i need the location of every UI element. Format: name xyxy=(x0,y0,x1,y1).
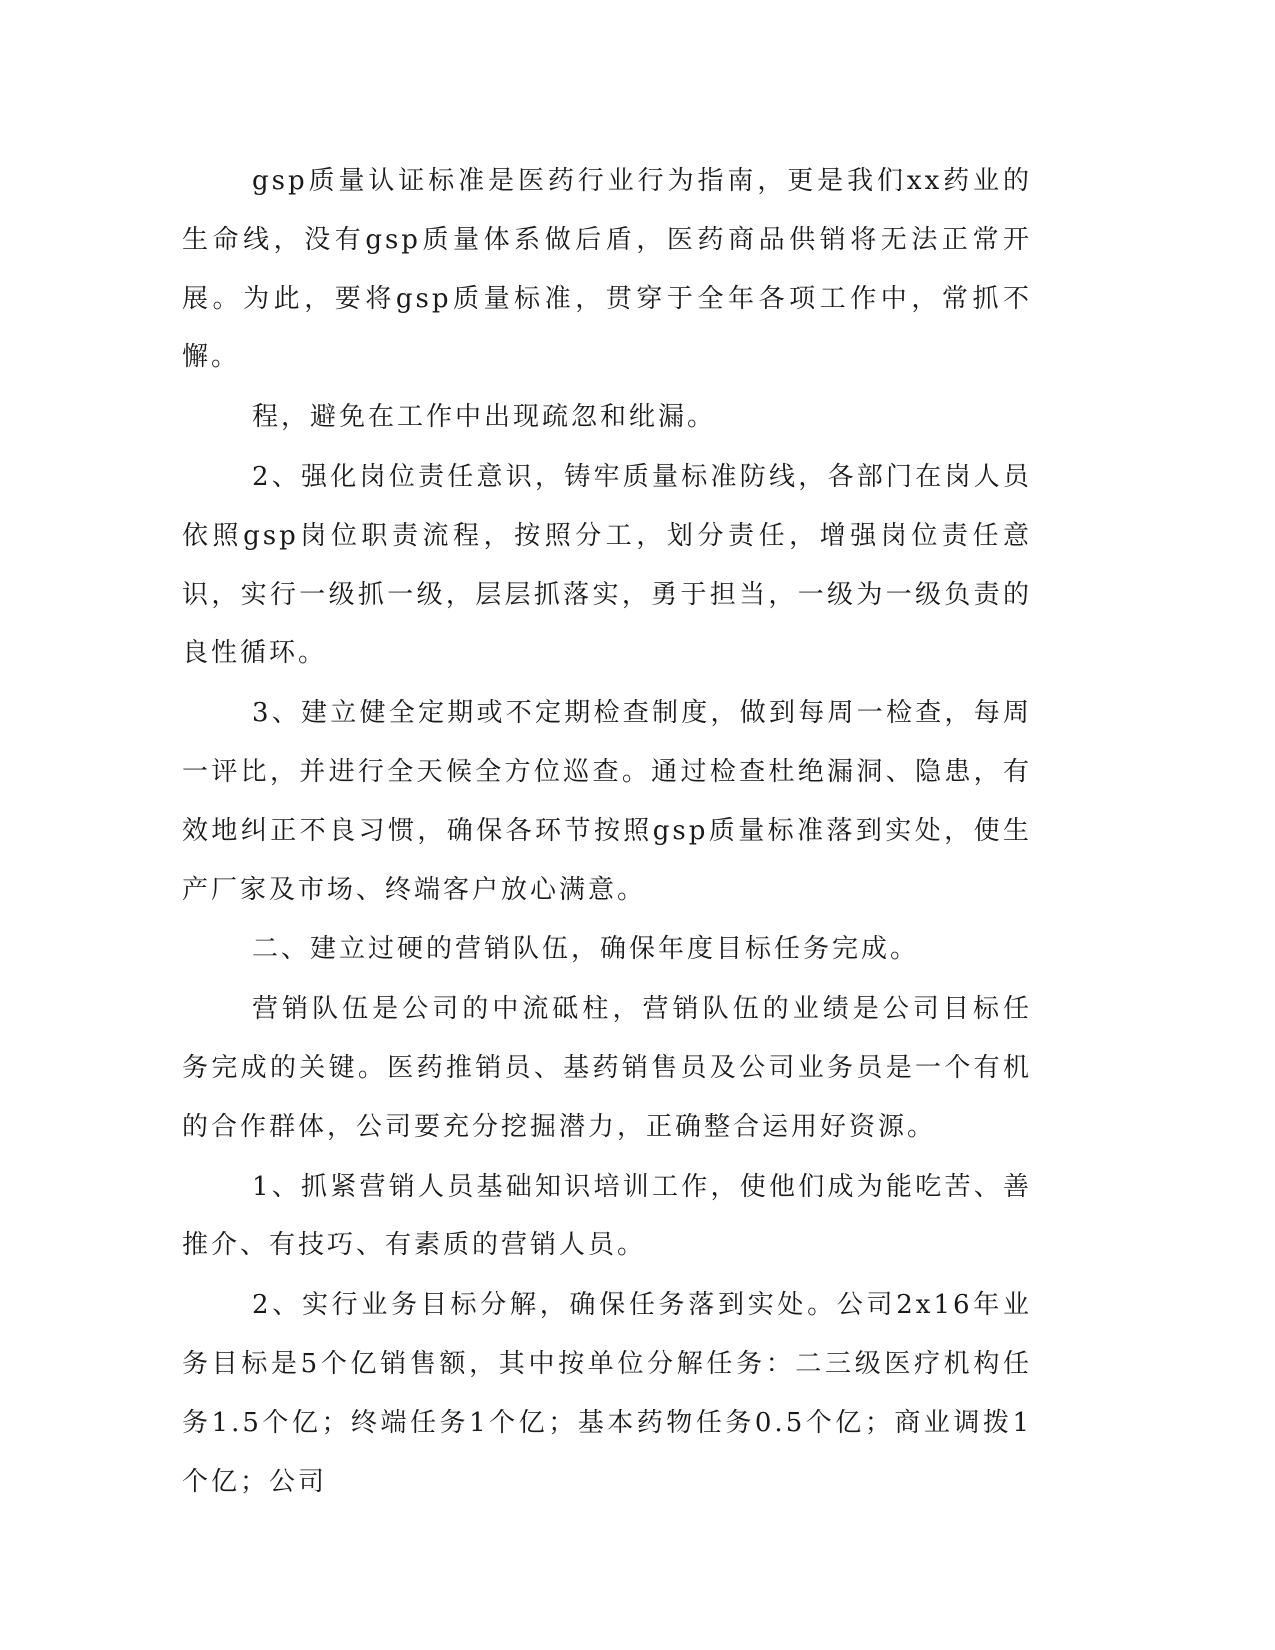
section-heading-sales-team: 二、建立过硬的营销队伍，确保年度目标任务完成。 xyxy=(252,934,920,965)
paragraph-avoid-negligence: 程，避免在工作中出现疏忽和纰漏。 xyxy=(252,402,717,433)
paragraph-item-3-inspection: 3、建立健全定期或不定期检查制度，做到每周一检查，每周一评比，并进行全天候全方位巡查。通过检查杜绝漏洞、隐患，有效地纠正不良习惯，确保各环节按照gsp质量标准落到实处，使生产厂家及市场、终端客户放心满意。 xyxy=(182,698,1032,905)
paragraph-item-1-training: 1、抓紧营销人员基础知识培训工作，使他们成为能吃苦、善推介、有技巧、有素质的营销人员。 xyxy=(182,1171,1032,1261)
paragraph-item-2-targets: 2、实行业务目标分解，确保任务落到实处。公司2x16年业务目标是5个亿销售额，其中按单位分解任务：二三级医疗机构任务1.5个亿；终端任务1个亿；基本药物任务0.5个亿；商业调拨1个亿；公司 xyxy=(182,1290,1032,1497)
document-page xyxy=(182,152,1032,1512)
paragraph-item-2-responsibility: 2、强化岗位责任意识，铸牢质量标准防线，各部门在岗人员依照gsp岗位职责流程，按照分工，划分责任，增强岗位责任意识，实行一级抓一级，层层抓落实，勇于担当，一级为一级负责的良性循环。 xyxy=(182,461,1032,669)
paragraph-sales-team: 营销队伍是公司的中流砥柱，营销队伍的业绩是公司目标任务完成的关键。医药推销员、基药销售员及公司业务员是一个有机的合作群体，公司要充分挖掘潜力，正确整合运用好资源。 xyxy=(182,994,1032,1142)
paragraph-gsp-intro: gsp质量认证标准是医药行业行为指南，更是我们xx药业的生命线，没有gsp质量体系做后盾，医药商品供销将无法正常开展。为此，要将gsp质量标准，贯穿于全年各项工作中，常抓不懈。 xyxy=(182,166,1032,373)
